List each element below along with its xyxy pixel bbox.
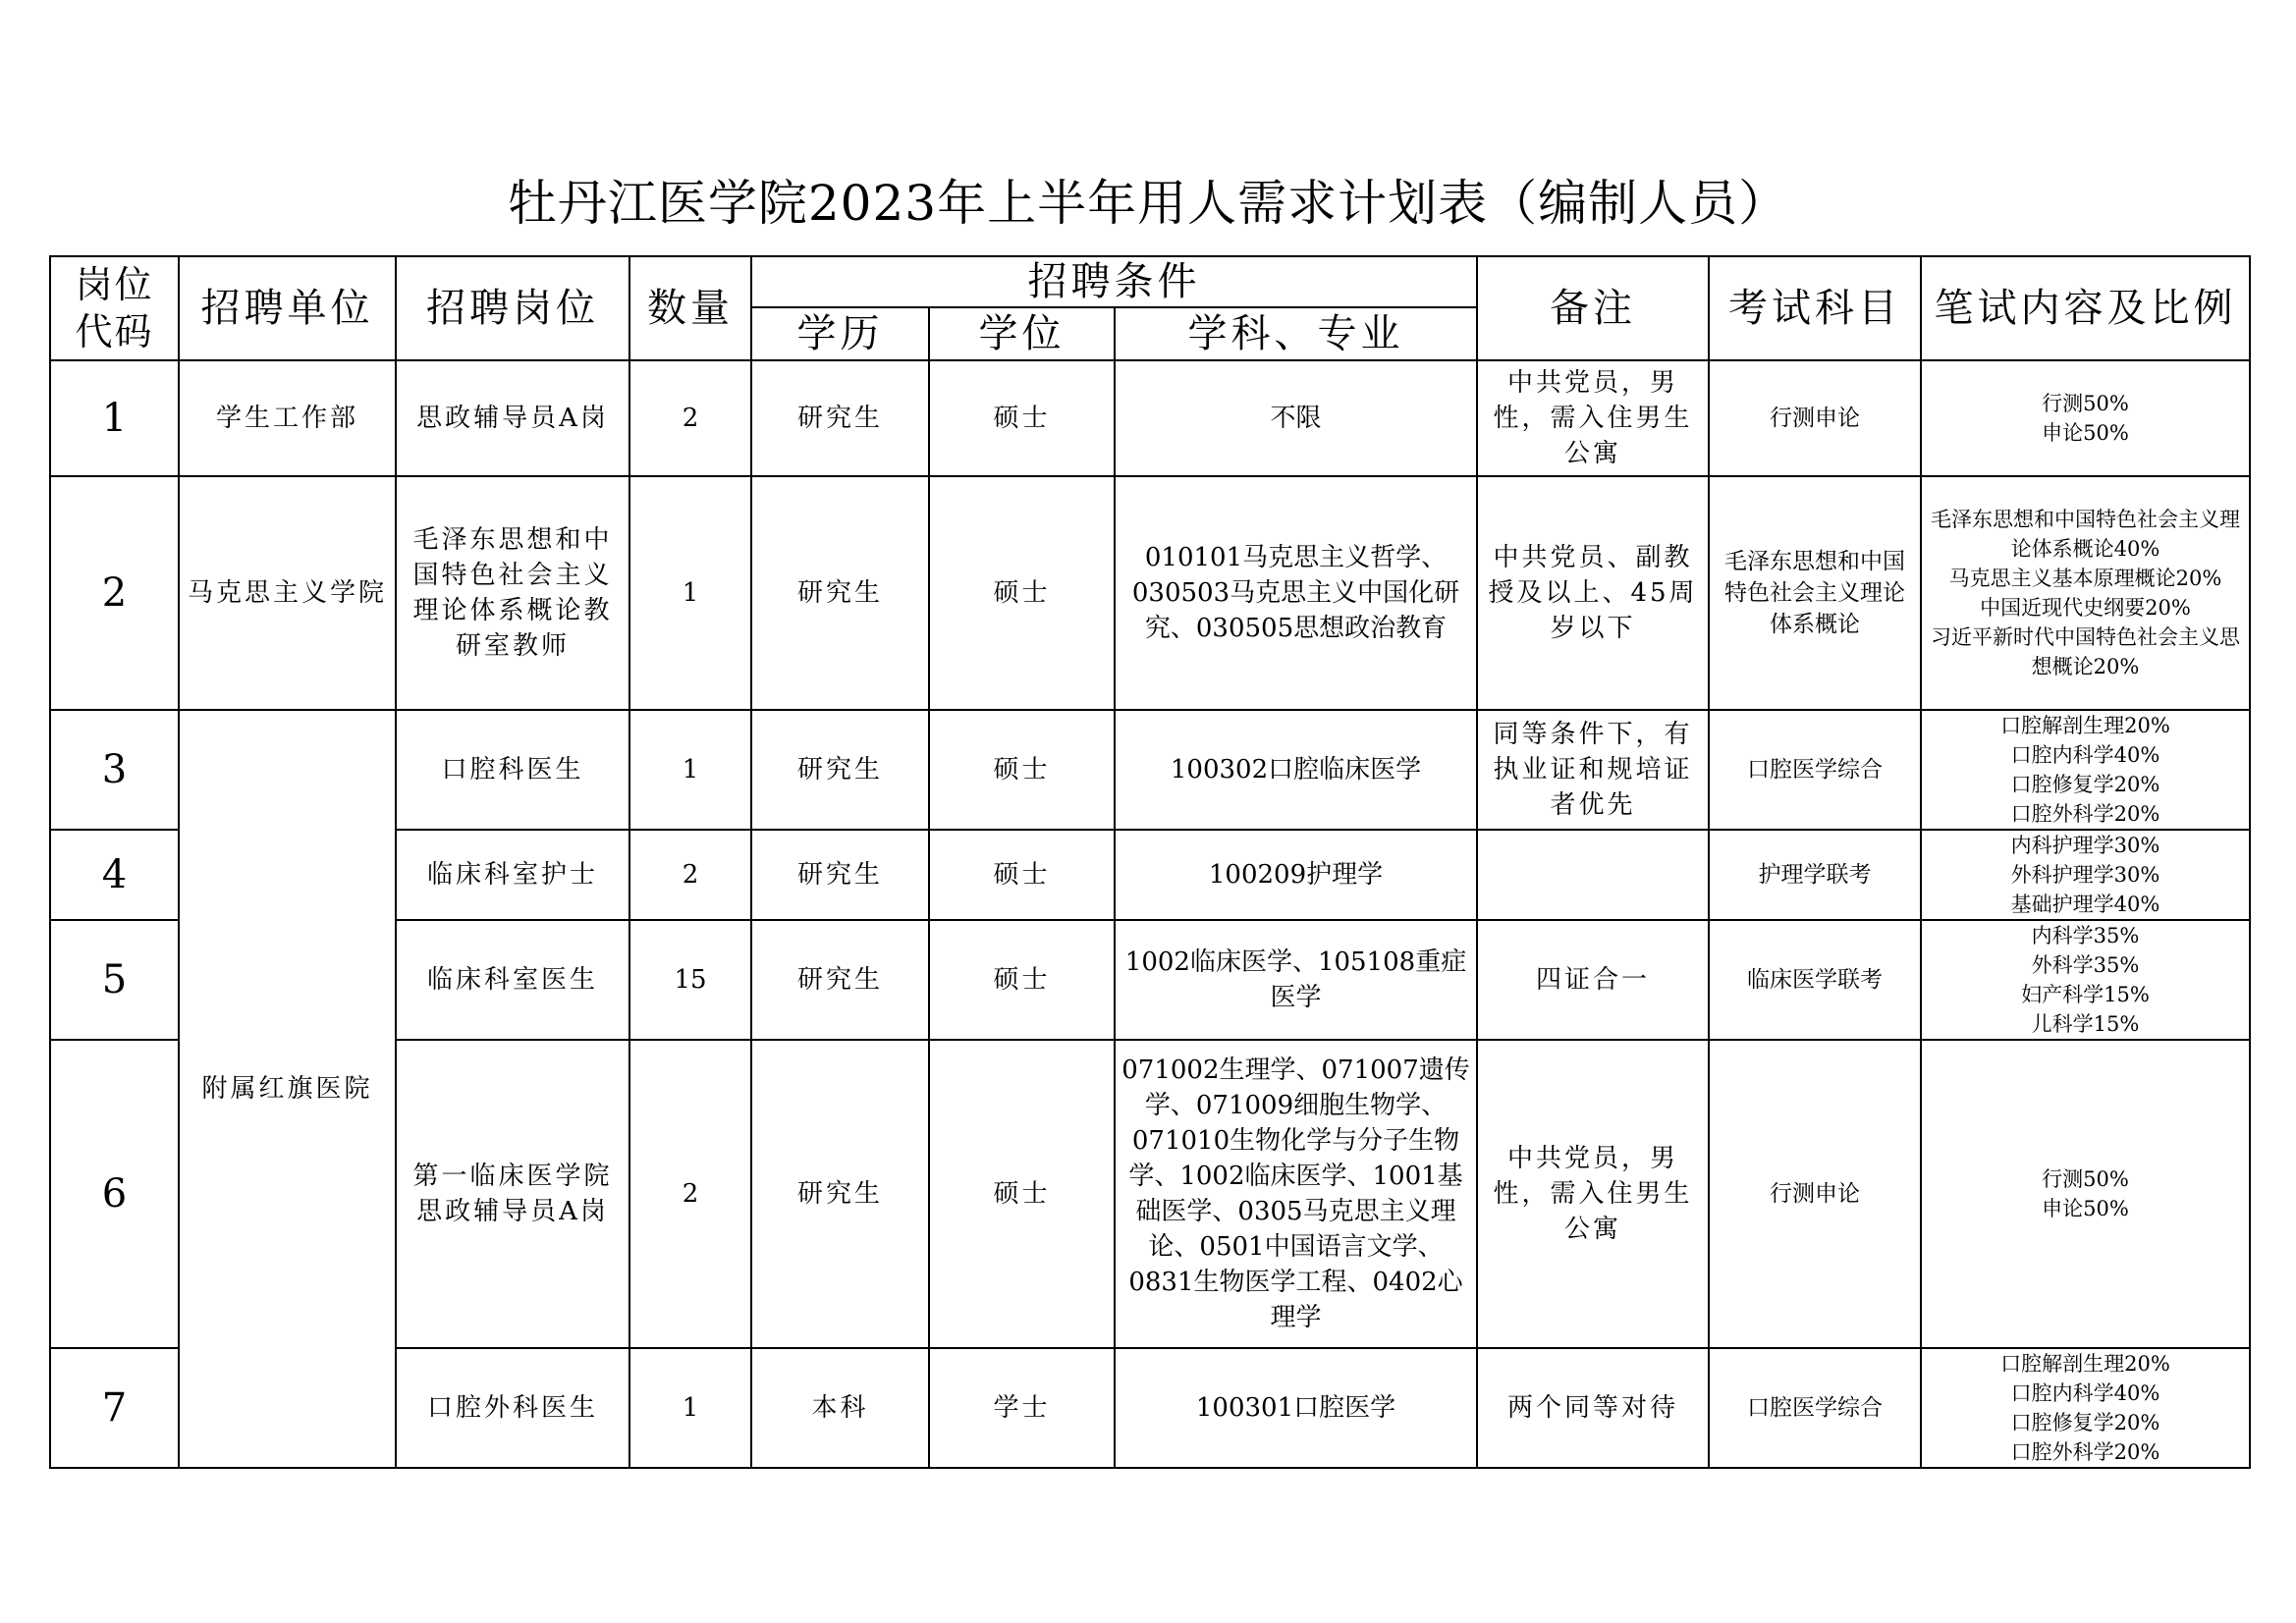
header-conditions: 招聘条件 xyxy=(751,256,1477,307)
exam-subject: 口腔医学综合 xyxy=(1709,1348,1921,1468)
education: 研究生 xyxy=(751,476,929,710)
exam-subject: 行测申论 xyxy=(1709,360,1921,476)
remark: 中共党员，男性，需入住男生公寓 xyxy=(1477,360,1709,476)
headcount: 2 xyxy=(629,1040,751,1348)
position-name: 思政辅导员A岗 xyxy=(396,360,629,476)
degree: 硕士 xyxy=(929,920,1115,1040)
degree: 硕士 xyxy=(929,710,1115,830)
header-ratio: 笔试内容及比例 xyxy=(1921,256,2250,360)
recruiting-unit: 马克思主义学院 xyxy=(179,476,396,710)
degree: 硕士 xyxy=(929,1040,1115,1348)
exam-ratio: 行测50% 申论50% xyxy=(1921,1040,2250,1348)
major: 071002生理学、071007遗传学、071009细胞生物学、071010生物化学与分子生物学、1002临床医学、1001基础医学、0305马克思主义理论、0501中国语言文学、0831生物医学工程、0402心理学 xyxy=(1115,1040,1477,1348)
exam-ratio: 毛泽东思想和中国特色社会主义理论体系概论40% 马克思主义基本原理概论20% 中国近现代史纲要20% 习近平新时代中国特色社会主义思想概论20% xyxy=(1921,476,2250,710)
headcount: 1 xyxy=(629,710,751,830)
position-code: 2 xyxy=(50,476,179,710)
position-code: 6 xyxy=(50,1040,179,1348)
recruitment-plan-table xyxy=(49,255,2251,1469)
position-name: 口腔外科医生 xyxy=(396,1348,629,1468)
header-education: 学历 xyxy=(751,307,929,360)
remark: 中共党员，男性，需入住男生公寓 xyxy=(1477,1040,1709,1348)
degree: 硕士 xyxy=(929,476,1115,710)
exam-ratio: 口腔解剖生理20% 口腔内科学40% 口腔修复学20% 口腔外科学20% xyxy=(1921,710,2250,830)
position-code: 5 xyxy=(50,920,179,1040)
headcount: 2 xyxy=(629,830,751,920)
table-row xyxy=(50,710,2250,830)
major: 010101马克思主义哲学、030503马克思主义中国化研究、030505思想政治教育 xyxy=(1115,476,1477,710)
position-code: 7 xyxy=(50,1348,179,1468)
degree: 硕士 xyxy=(929,360,1115,476)
major: 100302口腔临床医学 xyxy=(1115,710,1477,830)
exam-ratio: 内科护理学30% 外科护理学30% 基础护理学40% xyxy=(1921,830,2250,920)
table-row xyxy=(50,476,2250,710)
headcount: 1 xyxy=(629,476,751,710)
header-degree: 学位 xyxy=(929,307,1115,360)
exam-subject: 口腔医学综合 xyxy=(1709,710,1921,830)
major: 100301口腔医学 xyxy=(1115,1348,1477,1468)
education: 研究生 xyxy=(751,920,929,1040)
headcount: 15 xyxy=(629,920,751,1040)
recruiting-unit: 附属红旗医院 xyxy=(179,710,396,1468)
major: 1002临床医学、105108重症医学 xyxy=(1115,920,1477,1040)
remark xyxy=(1477,830,1709,920)
remark: 四证合一 xyxy=(1477,920,1709,1040)
degree: 学士 xyxy=(929,1348,1115,1468)
exam-subject: 毛泽东思想和中国特色社会主义理论体系概论 xyxy=(1709,476,1921,710)
position-name: 临床科室护士 xyxy=(396,830,629,920)
exam-ratio: 口腔解剖生理20% 口腔内科学40% 口腔修复学20% 口腔外科学20% xyxy=(1921,1348,2250,1468)
exam-subject: 行测申论 xyxy=(1709,1040,1921,1348)
header-major: 学科、专业 xyxy=(1115,307,1477,360)
recruiting-unit: 学生工作部 xyxy=(179,360,396,476)
remark: 同等条件下，有执业证和规培证者优先 xyxy=(1477,710,1709,830)
header-remark: 备注 xyxy=(1477,256,1709,360)
exam-subject: 护理学联考 xyxy=(1709,830,1921,920)
education: 研究生 xyxy=(751,710,929,830)
education: 本科 xyxy=(751,1348,929,1468)
position-code: 3 xyxy=(50,710,179,830)
position-code: 4 xyxy=(50,830,179,920)
header-unit: 招聘单位 xyxy=(179,256,396,360)
major: 不限 xyxy=(1115,360,1477,476)
education: 研究生 xyxy=(751,360,929,476)
position-name: 临床科室医生 xyxy=(396,920,629,1040)
position-code: 1 xyxy=(50,360,179,476)
remark: 中共党员、副教授及以上、45周岁以下 xyxy=(1477,476,1709,710)
header-code: 岗位 代码 xyxy=(50,256,179,360)
education: 研究生 xyxy=(751,830,929,920)
table-row xyxy=(50,360,2250,476)
education: 研究生 xyxy=(751,1040,929,1348)
headcount: 1 xyxy=(629,1348,751,1468)
remark: 两个同等对待 xyxy=(1477,1348,1709,1468)
position-name: 第一临床医学院思政辅导员A岗 xyxy=(396,1040,629,1348)
exam-subject: 临床医学联考 xyxy=(1709,920,1921,1040)
position-name: 口腔科医生 xyxy=(396,710,629,830)
header-position: 招聘岗位 xyxy=(396,256,629,360)
header-exam: 考试科目 xyxy=(1709,256,1921,360)
header-row xyxy=(50,256,2250,307)
exam-ratio: 行测50% 申论50% xyxy=(1921,360,2250,476)
page-title: 牡丹江医学院2023年上半年用人需求计划表（编制人员） xyxy=(507,175,1789,232)
headcount: 2 xyxy=(629,360,751,476)
header-count: 数量 xyxy=(629,256,751,360)
exam-ratio: 内科学35% 外科学35% 妇产科学15% 儿科学15% xyxy=(1921,920,2250,1040)
major: 100209护理学 xyxy=(1115,830,1477,920)
position-name: 毛泽东思想和中国特色社会主义理论体系概论教研室教师 xyxy=(396,476,629,710)
degree: 硕士 xyxy=(929,830,1115,920)
